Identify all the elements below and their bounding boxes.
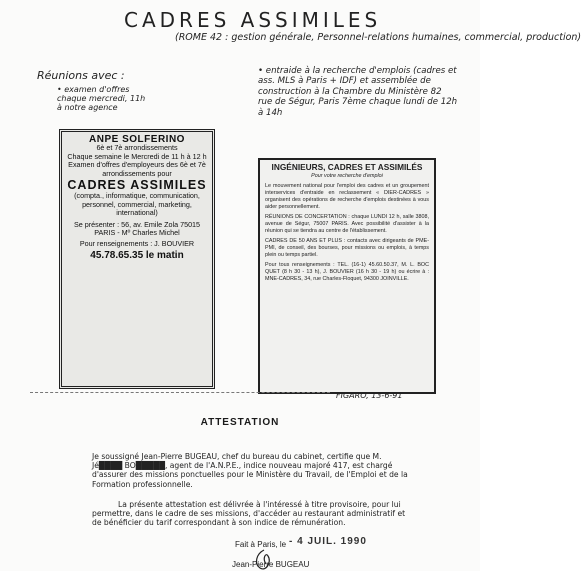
- anpe-ad-line: Pour renseignements : J. BOUVIER: [79, 239, 195, 249]
- anpe-ad-phone: 45.78.65.35 le matin: [90, 249, 184, 261]
- anpe-ad-line: (compta., informatique, communication, personnel, commercial, marketing, international): [74, 191, 200, 218]
- handwritten-source-note: FIGARO, 13-6-91: [336, 391, 403, 400]
- handwritten-title: CADRES ASSIMILES: [124, 8, 382, 32]
- attestation-paragraph-2: La présente attestation est délivrée à l'intéressé à titre provisoire, pour lui permettre, dans le cadre de ses missions, d'accéder au restaurant administratif et de bénéficier du tarif correspondant à son indice de rémunération.: [92, 500, 406, 528]
- handwritten-entraide-note: • entraide à la recherche d'emplois (cadres et ass. MLS à Paris + IDF) et assemblée de construction à la Chambre du Ministère 82 rue de Ségur, Paris 7ème chaque lundi de 12h à 14h: [258, 66, 458, 118]
- signer-name: Jean-Pierre BUGEAU: [232, 560, 310, 569]
- anpe-ad-headline: CADRES ASSIMILES: [67, 178, 207, 193]
- anpe-ad-line: Chaque semaine le Mercredi de 11 h à 12 h: [67, 151, 207, 161]
- ing-ad-paragraph: Le mouvement national pour l'emploi des cadres et un groupement interservices d'entraide en reclassement « DIER-CADRES » organisent des opérations de recherche d'emplois destinées à vous aider personnellement.: [265, 183, 429, 210]
- handwritten-reunions: Réunions avec :: [37, 69, 125, 82]
- ing-ad-subtitle: Pour votre recherche d'emploi: [311, 173, 383, 179]
- anpe-ad-line: Se présenter : 56, av. Emile Zola 75015 PARIS - Mº Charles Michel: [73, 219, 201, 238]
- date-label: Fait à Paris, le: [235, 540, 287, 549]
- ing-ad-paragraph: CADRES DE 50 ANS ET PLUS : contacts avec dirigeants de PME-PMI, de conseil, des bourses, pour missions ou emplois, à temps plein ou temps partiel.: [265, 238, 429, 258]
- anpe-ad-title: ANPE SOLFERINO: [89, 134, 185, 145]
- attestation-title: ATTESTATION: [200, 417, 280, 428]
- handwritten-subtitle: (ROME 42 : gestion générale, Personnel-relations humaines, commercial, production): [175, 32, 581, 43]
- anpe-ad-line: 6è et 7è arrondissements: [96, 143, 178, 153]
- ing-ad-paragraph: RÉUNIONS DE CONCERTATION : chaque LUNDI 12 h, salle 3808, avenue de Ségur, 75007 PARIS. Avec possibilité d'assister à la réunion qui se tiendra au centre de l'établissement.: [265, 214, 429, 234]
- ingenieurs-cadres-ad: [258, 158, 436, 394]
- handwritten-examen-note: • examen d'offres chaque mercredi, 11h à notre agence: [57, 85, 146, 112]
- cut-line-divider: [30, 392, 330, 393]
- attestation-paragraph-1: Je soussigné Jean-Pierre BUGEAU, chef du bureau du cabinet, certifie que M. Jé████ BO█████, agent de l'A.N.P.E., indice nouveau majoré 417, est chargé d'assurer des missions ponctuelles pour le Ministère du Travail, de l'Emploi et de la Formation professionnelle.: [92, 452, 408, 489]
- anpe-solferino-ad: [59, 129, 215, 389]
- anpe-ad-line: Examen d'offres d'employeurs des 6è et 7è arrondissements pour: [68, 160, 206, 178]
- ing-ad-title: INGÉNIEURS, CADRES ET ASSIMILÉS: [271, 162, 423, 172]
- date-stamp: - 4 JUIL. 1990: [289, 536, 367, 547]
- ing-ad-paragraph: Pour tous renseignements : TEL. (16-1) 45.60.50.37, M. L. BOC QUET (8 h 30 - 13 h), J. BOUVIER (16 h 30 - 19 h) ou écrire à : MNE-CADRES, 34, rue Charles-Floquet, 94300 JOINVILLE.: [265, 262, 429, 282]
